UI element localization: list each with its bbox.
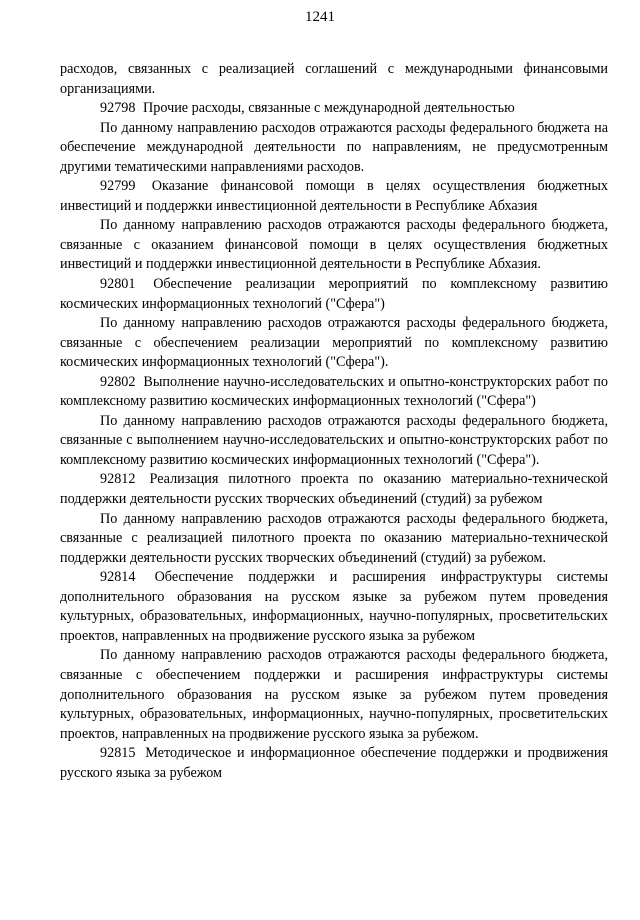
section-code: 92801 bbox=[100, 276, 136, 293]
section-code: 92815 bbox=[100, 745, 136, 762]
section-title: Прочие расходы, связанные с международной деятельностью bbox=[143, 100, 515, 117]
section-heading-92798 bbox=[60, 99, 608, 119]
section-title: Реализация пилотного проекта по оказанию материально-технической поддержки деятельности русских творческих объединений (студий) за рубежом bbox=[60, 471, 608, 508]
paragraph-text: расходов, связанных с реализацией соглашений с международными финансовыми организациями. bbox=[60, 61, 608, 97]
paragraph-body bbox=[60, 510, 608, 569]
section-code: 92799 bbox=[100, 178, 136, 195]
paragraph-text: По данному направлению расходов отражаются расходы федерального бюджета, связанные с реализацией пилотного проекта по оказанию материально-технической поддержки деятельности русских творческих объединений (студий) за рубежом. bbox=[60, 510, 608, 566]
section-code: 92798 bbox=[100, 100, 136, 117]
paragraph-text: По данному направлению расходов отражаются расходы федерального бюджета, связанные с обеспечением реализации мероприятий по комплексному развитию космических информационных технологий ("Сфера"). bbox=[60, 315, 608, 371]
section-title: Методическое и информационное обеспечение поддержки и продвижения русского языка за рубежом bbox=[60, 745, 609, 781]
paragraph-continuation bbox=[60, 60, 608, 99]
section-title: Выполнение научно-исследовательских и опытно-конструкторских работ по комплексному развитию космических информационных технологий ("Сфера") bbox=[60, 373, 608, 410]
section-title: Обеспечение реализации мероприятий по комплексному развитию космических информационных технологий ("Сфера") bbox=[60, 276, 609, 312]
section-heading-92801 bbox=[60, 275, 608, 314]
paragraph-body bbox=[60, 216, 608, 275]
paragraph-body bbox=[60, 314, 608, 373]
paragraph-text: По данному направлению расходов отражаются расходы федерального бюджета, связанные с оказанием финансовой помощи в целях осуществления бюджетных инвестиций и поддержки инвестиционной деятельности в Республике Абхазия. bbox=[60, 217, 608, 273]
section-heading-92814 bbox=[60, 568, 608, 646]
section-code: 92802 bbox=[100, 373, 136, 390]
section-title: Оказание финансовой помощи в целях осуществления бюджетных инвестиций и поддержки инвестиционной деятельности в Республике Абхазия bbox=[60, 178, 609, 214]
section-heading-92815 bbox=[60, 744, 608, 783]
document-text bbox=[60, 60, 608, 783]
section-heading-92812 bbox=[60, 470, 608, 509]
paragraph-text: По данному направлению расходов отражаются расходы федерального бюджета на обеспечение международной деятельности по направлениям, не предусмотренным другими тематическими направлениями расходов. bbox=[60, 119, 608, 175]
paragraph-text: По данному направлению расходов отражаются расходы федерального бюджета, связанные с выполнением научно-исследовательских и опытно-конструкторских работ по комплексному развитию космических информационных технологий ("Сфера"). bbox=[60, 412, 608, 468]
paragraph-body bbox=[60, 119, 608, 178]
paragraph-body bbox=[60, 646, 608, 744]
section-code: 92814 bbox=[100, 569, 136, 586]
paragraph-body bbox=[60, 412, 608, 471]
section-code: 92812 bbox=[100, 471, 136, 488]
page-number: 1241 bbox=[305, 9, 335, 25]
paragraph-text: По данному направлению расходов отражаются расходы федерального бюджета, связанные с обеспечением поддержки и расширения инфраструктуры системы дополнительного образования на русском языке за рубежом путем проведения культурных, образовательных, информационных, научно-популярных, просветительских проектов, направленных на продвижение русского языка за рубежом. bbox=[60, 647, 608, 742]
section-heading-92802 bbox=[60, 373, 608, 412]
section-title: Обеспечение поддержки и расширения инфраструктуры системы дополнительного образования на русском языке за рубежом путем проведения культурных, образовательных, информационных, научно-популярных, просветительских проектов, направленных на продвижение русского языка за рубежом bbox=[60, 569, 609, 644]
section-heading-92799 bbox=[60, 177, 608, 216]
